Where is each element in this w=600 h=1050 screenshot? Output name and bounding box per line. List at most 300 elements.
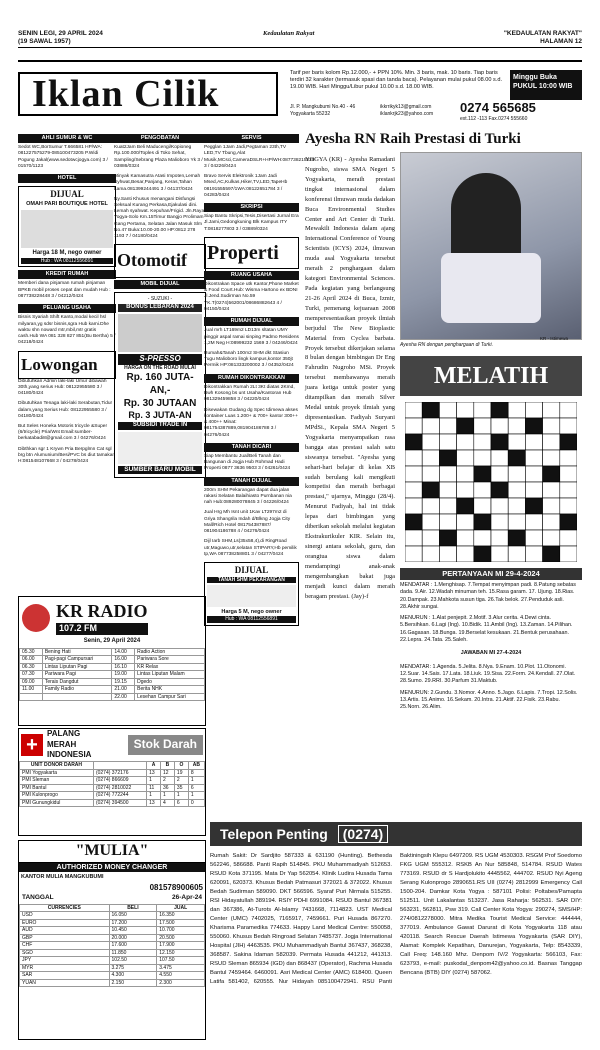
table-cell: 10.450 (109, 927, 157, 935)
mulia-title: "MULIA" (19, 841, 205, 863)
table-cell: 11.850 (109, 949, 157, 957)
grid-cell (457, 466, 474, 482)
table-cell: 16.00 (112, 656, 135, 664)
section-header: MOBIL DIJUAL (114, 280, 206, 289)
column-header: BELI (109, 904, 157, 912)
table-cell: Pariwara Sore (135, 656, 205, 664)
rate-table (19, 904, 205, 988)
column-3 (204, 132, 315, 629)
grid-cell (560, 418, 577, 434)
black-cell (474, 514, 491, 530)
table-cell: 36 (161, 784, 175, 792)
area-code: (0274) (338, 825, 388, 843)
grid-cell (405, 498, 422, 514)
photo-caption: Ayesha RN dengan penghargaan di Turki. (400, 342, 493, 348)
radio-table (19, 648, 205, 702)
table-cell: 6 (174, 799, 188, 807)
table-cell: PMI Bantul (20, 784, 94, 792)
section-header: TANAH DICARI (204, 443, 299, 452)
rate-date: 26-Apr-24 (172, 894, 202, 902)
table-cell: 1 (147, 777, 161, 785)
clues-across: MENDATAR : 1.Menghisap. 7.Tempat menyimpan padi. 8.Patung sebatas dada. 9.Air. 12.Wadah minuman teh. 15.Rasa garam. 17. Ujung. 18.Rias. 20.Dampak. 23.Mahkota susun tiga. 26.Tak belok. 27.Penduduk asli. 28.Akhir sungai. (400, 582, 576, 610)
table-cell: 102.50 (109, 957, 157, 965)
ad-contact: Hub : WA 08112556891 (207, 616, 296, 623)
pmi-title: PALANG MERAH INDONESIA (47, 729, 92, 760)
grid-cell (405, 546, 422, 562)
schedule-row (20, 678, 205, 686)
pmi-row (20, 792, 205, 800)
grid-cell (491, 514, 508, 530)
mulia-subtitle: AUTHORIZED MONEY CHANGER (19, 863, 205, 872)
grid-cell (439, 466, 456, 482)
table-cell: Berita NHK (135, 686, 205, 694)
grid-cell (560, 498, 577, 514)
table-cell: GBP (20, 934, 110, 942)
grid-cell (543, 434, 560, 450)
ad-subtitle: TANAH SHM PEKARANGAN (207, 577, 296, 584)
table-cell: PMI Sleman (20, 777, 94, 785)
grid-cell (457, 402, 474, 418)
table-cell: 1 (161, 792, 175, 800)
table-cell: 4 (161, 799, 175, 807)
tarif-note: Tarif per baris kolom Rp.12.000,- + PPN 10%. Min. 3 baris, mak. 10 baris. Tiap baris terdiri 32 karakter (termasuk spasi dan tanda baca). Pelayanan mulai pukul 08.00 s.d. 19.00 WIB. Hari Minggu/Libur pukul 10.00 s.d. 18.00 WIB. (290, 70, 503, 90)
grid-cell (474, 402, 491, 418)
telepon-title: Telepon Penting (220, 826, 328, 842)
hotel-price: Harga 18 M, nego owner (32, 250, 102, 257)
grid-cell (525, 402, 542, 418)
grid-cell (525, 514, 542, 530)
grid-cell (508, 434, 525, 450)
black-cell (422, 402, 439, 418)
telepon-body: Rumah Sakit: Dr Sardjito 587333 & 631190 (Hunting). Bethesda 562246, 586688. Panti Rapih 514845. PKU Muhammadiyah 512653. RSUD Kota 371195. Mata Dr Yap 562054. Klinik Ludira Husada Tama 620091, 620373. Khusus Bedah Patmasuri 372021 & 372022. Khusus Bedah Sudirman 589090. DKT 566596. Syaraf Puri Nirmala 515255. RSI Hidayatullah 389194. RSIY PDHI 6991084. RSUD Bantul 367381 dan 367386, At-Turots Al-Islamy 7431668, 7114823. UST Medical Center (UMC) 7402025, 7165917, 7459661. Puri Husada 867270. Kharisma Paramedika 774633. Happy Land Medical Centre: 550058, 550060. Khusus Bedah Ringroad Selatan 7485737. Jogja International Hospital (JIH) 4463535. PKU Muhammadiyah Bantul 367437, 368238, 368587. Sakina Idaman 582039. Permata Husada 441212, 441313. RSUD Sleman 865934 (IGD) dan 868437 (Operator), Rachma Husada Bantul 7459464. 6460091. Asri Medical Center (AMC) 618400. Queen Latifa 581402, 620555. Nur Hidayah 085100472941. RSU Panti Baktiningsih Klepu 6497209. RS UGM 4530303. RSGM Prof Soedomo FKG UGM 555312. RSKB An Nur 585848, 514784. RSUD Wates 773169. RSUD dr S Hardjolukito 4445562, 444702. RSUD Nyi Ageng Serang Kulonprogo 2890651.RS UII (0274) 2812999 Emergency Call 1500-204. Damkar Kota Yogya : 587101 Polisi: Poltabes/Pamapta 512511. Unit Lakalantas 513237. Jasa Raharja: 562531. SAR DIY: 563231, 562811, Psw 319. Call Center Kota Yogya: 290274, SMS/HP: 274/0812278000. Mitra Medika Tourist Medical Service: 444444, 377019. Ambulance Gawat Darurat di Kota Yogyakarta 118 atau 420118. Search Rescue Daerah Istimewa Yogyakarta (SAR DIY), Alamat: Komplek Kepatihan, Danurejan, Yogyakarta, Telp: 8543339, Call Freq: 148.160 Mhz. Denpom IV/2 Yogyakarta: 566103, Fax: 623793, e-mail: puskodal_denpom42@yahoo.co.id. Basnas Tanggap Bencana (BTB) DIY (0274) 587062. (210, 853, 582, 985)
mulia-office: KANTOR MULIA MANGKUBUMI (21, 873, 104, 880)
section-header: SERVIS (204, 134, 299, 143)
table-cell: 1 (188, 792, 204, 800)
ad: Siap Membantu Jual/Beli Tanah dan Bangunan di Jogja Hub Rohmad Hadi Properti 0877 3636 9503 3 / 04261/0424 (204, 453, 291, 472)
crossword-subtitle: PERTANYAAN MI 29-4-2024 (400, 568, 582, 580)
grid-cell (525, 530, 542, 546)
black-cell (491, 482, 508, 498)
grid-cell (439, 514, 456, 530)
grid-cell (525, 546, 542, 562)
grid-cell (439, 498, 456, 514)
ad: Minyak Kamasutra Atasi Impoten,Lemah Syhwat,Besar,Panjang, Keras,Tahan Lama.081399244491 3 / 04137/0424 (114, 174, 201, 192)
rate-row (20, 919, 205, 927)
black-cell (474, 466, 491, 482)
black-cell (405, 434, 422, 450)
rate-row (20, 927, 205, 935)
table-cell: Radio Action (135, 648, 205, 656)
grid-cell (405, 466, 422, 482)
black-cell (543, 546, 560, 562)
table-cell: 3.475 (157, 964, 205, 972)
table-cell: 06.00 (20, 656, 43, 664)
table-cell: PMI Kulonprogo (20, 792, 94, 800)
crossword-clues (400, 582, 582, 711)
table-cell: 19.15 (112, 678, 135, 686)
table-cell: 20.000 (109, 934, 157, 942)
grid-cell (405, 482, 422, 498)
article-title: Ayesha RN Raih Prestasi di Turki (305, 131, 521, 147)
ad: Kuat2Jam Beli Maducengi/Kopioneg Rp.100.000/Toples di Toko Sehat, Sampling/Sebrang Plaza Malioboro Yk 3 / 03886/0324 (114, 145, 203, 169)
money-changer (18, 840, 206, 1040)
grid-cell (405, 450, 422, 466)
radio-header (19, 597, 205, 638)
black-cell (457, 498, 474, 514)
radio-logo (22, 604, 50, 632)
ad: Bisnis Syariah Shift Kanto,modal kecil hsl milyaran,yg sdsr bisnis,sgra Hub kami.Dhe waktu shn noward mtr,mbil,mtr gratis cash.Hub WA 081 328 827 851(Bu Bertha) 5 / 04218/0424 (18, 315, 116, 346)
radio-date: Senin, 29 April 2024 (83, 638, 141, 645)
answer-heading: JAWABAN MI 27-4-2024 (460, 650, 522, 657)
car-photo (118, 314, 202, 352)
phone: 0274 565685 (460, 100, 536, 115)
grid-cell (474, 482, 491, 498)
radio-schedule (18, 596, 206, 726)
grid-cell (525, 434, 542, 450)
column-1 (18, 132, 116, 469)
red-cross-icon: + (21, 734, 43, 756)
black-cell (439, 530, 456, 546)
table-cell: 11 (147, 784, 161, 792)
table-cell: Dgedo (135, 678, 205, 686)
pmi-row (20, 799, 205, 807)
grid-cell (560, 530, 577, 546)
ad: Pegglan 1Jam Jadi,Pegtaman 23th,TV LED,TV Tbung,Alat Musik,MCsci,CameraDSLR+HP/WH:087738215225 3 / 04226/0424 (204, 145, 315, 169)
grid-cell (439, 482, 456, 498)
ad: Bravo Servis Elektronik 1Jam Jadi Msed,AC,Kulkas,Hiker,TV,LED,TapeHb 08191555597/1WA:08122651784 3 / 04283/0424 (204, 174, 288, 198)
table-cell: EURO (20, 919, 110, 927)
table-cell: 35 (174, 784, 188, 792)
model-name: S-PRESSO (118, 354, 202, 364)
table-cell: 16.10 (112, 663, 135, 671)
table-cell: 22.00 (112, 693, 135, 701)
hijri-date: (19 SAWAL 1957) (18, 38, 71, 45)
table-cell: (0274) 372176 (93, 769, 146, 777)
grid-cell (560, 482, 577, 498)
ad: Ny.Santi Khusus menangani Disfungsi Seksual Kurang Perkasa,Ejakulasi dini. Lemah syahwat. Kepuhan/Frigid. Jln.Raya Yogya-Solo Km.15Timur Bangjo Prolimam Gang Pertama, Selatan Jalan Masuk Slm No.47 Buka:10.00-20.00 HP:0812 278 1193 7 / 04180/0424 (114, 196, 205, 240)
table-cell: Lesehan Campur Sari (135, 693, 205, 701)
table-cell: YUAN (20, 979, 110, 987)
table-cell: 16.350 (157, 912, 205, 920)
grid-cell (457, 450, 474, 466)
ad-title: DIJUAL (50, 189, 84, 200)
pmi-row (20, 769, 205, 777)
table-cell: SAR (20, 972, 110, 980)
blood-stock (18, 728, 206, 836)
black-cell (422, 482, 439, 498)
hotel-name: OMAH PARI BOUTIQUE HOTEL (26, 200, 108, 207)
table-cell: 07.30 (20, 671, 43, 679)
table-cell: MYR (20, 964, 110, 972)
table-cell: 06.30 (20, 663, 43, 671)
table-cell: 17.500 (157, 919, 205, 927)
grid-cell (508, 546, 525, 562)
table-cell: 11.00 (20, 686, 43, 694)
table-cell: PMI Gunungkidul (20, 799, 94, 807)
table-cell: USD (20, 912, 110, 920)
minggu-label: Minggu Buka (513, 74, 557, 81)
grid-cell (543, 530, 560, 546)
rate-row (20, 979, 205, 987)
grid-cell (474, 498, 491, 514)
hotel-photo (21, 210, 113, 248)
grid-cell (491, 546, 508, 562)
email: ikkrrikyk13@gmail.com iklankrjk23@yahoo.com (380, 104, 434, 117)
section-header: PELUANG USAHA (18, 304, 116, 313)
grid-cell (439, 434, 456, 450)
ad: 200m SHM Pekarangan dapat dua jalan rakasi Selatan Balaihiasto Purnbanan nia nah Hub:089280078845 3 / 04226/0424 (204, 487, 292, 506)
subsidy: SUBSIDI TRADE IN (118, 422, 202, 430)
section-header: RUANG USAHA (204, 271, 299, 280)
black-cell (525, 418, 542, 434)
photo-credit: KR - Istimewa (540, 336, 569, 341)
grid-cell (543, 498, 560, 514)
black-cell (560, 514, 577, 530)
grid-cell (525, 466, 542, 482)
black-cell (508, 450, 525, 466)
grid-cell (491, 530, 508, 546)
table-cell: 2 (161, 777, 175, 785)
grid-cell (422, 466, 439, 482)
grid-cell (474, 450, 491, 466)
table-cell: CHF (20, 942, 110, 950)
table-cell: 05.30 (20, 648, 43, 656)
rate-row (20, 942, 205, 950)
motto: "KEDAULATAN RAKYAT" (503, 30, 582, 37)
table-cell: 2.150 (109, 979, 157, 987)
grid-cell (422, 418, 439, 434)
grid-cell (543, 418, 560, 434)
table-cell: 19.00 (112, 671, 135, 679)
grid-cell (457, 514, 474, 530)
table-cell: 13 (147, 799, 161, 807)
grid-cell (457, 546, 474, 562)
pmi-row (20, 777, 205, 785)
grid-cell (422, 498, 439, 514)
photo-subject (451, 173, 521, 263)
schedule-row (20, 671, 205, 679)
rate-row (20, 964, 205, 972)
stok-title: Stok Darah (128, 735, 203, 755)
ad: Dibthkan sgr 1 Krywn Pria Berpglmn Cat sgl brg btn Alumunium/Besi/PVC bs diut tamakan H:081548107668 3 / 04278/0424 (18, 446, 116, 465)
grid-cell (491, 466, 508, 482)
article-body: YOGYA (KR) - Ayesha Ramadani Nugroho, siswa SMA Negeri 5 Yogyakarta, meraih prestasi tingkat internasional dalam konferensi ilmuwan muda dadakan Buca Environmental Studies Center and Art Center di Turki. Mewakili Indonesia dalam ajang International Conference of Young Scientists (ICYS) 2024, ilmuwan muda asal Yogyakarta tersebut meraih 2 penghargaan dalam kategori Environmental Sciences. Pada kegiatan yang berlangsung 21-26 April 2024 di Buca, Izmir, Turki, pemenang kejuaraan 2008 memperesentasikan proyek ilmiah berjudul The New Bioplastic Material from Cyclea barbata. Proyek tersebut dikerjakan selama 8 bulan dengan bimbingan Dr Eng Fahrudin Nugroho MSi. Proyek tersebut membawanya meraih juara ketiga untuk poster yang ditampilkan dan meraih Silver Medal untuk proyek ilmiah yang dipresentasikan. Fadiyah Suryani MPdSi., Kepala SMA Negeri 5 Yogyakarta menyampaikan rasa bangga atas prestasi salah satu siswanya tersebut. "Ayesha yang sehari-hari belajar di kelas XB sudah berulang kali mengikuti kompetisi dan meraih berbagai prestasi," ujarnya, Minggu (28/4). Menurut Fadiyah, hal ini tidak lepas dari bimbingan yang diberikan sekolah melalui kegiatan Ekstrakurikuler KIR. Selain itu, sinergi antara sekolah, guru, dan orangtua siswa dalam mendampingi anak-anak mengembangkan bakat juga menjadi kunci dalam meraih beragam prestasi. (Jay)-f (305, 156, 395, 600)
column-header: JUAL (157, 904, 205, 912)
table-cell: 17.600 (109, 942, 157, 950)
grid-cell (560, 466, 577, 482)
table-cell: 4.550 (157, 972, 205, 980)
ad: Siap Bantu Skripsi,Tesis,Disertasi Jurnal Era Jl.Jami,Gedongkuning Blk Kampus ITY T:0818277803 3 / 03889/0324 (204, 214, 299, 232)
certificate (441, 253, 541, 323)
ad-title: DIJUAL (234, 565, 269, 576)
schedule-row (20, 648, 205, 656)
column-header: O (174, 762, 188, 770)
table-cell (20, 693, 43, 701)
table-cell: (0274) 394500 (93, 799, 146, 807)
grid-cell (525, 482, 542, 498)
installment: Rp. 3 JUTA-AN (128, 410, 192, 421)
grid-cell (422, 530, 439, 546)
table-cell: 17.200 (109, 919, 157, 927)
black-cell (560, 434, 577, 450)
grid-cell (422, 450, 439, 466)
table-cell: Pariwara Pagi (42, 671, 112, 679)
column-header: CURRENCIES (20, 904, 110, 912)
table-cell: 107.50 (157, 957, 205, 965)
grid-cell (474, 418, 491, 434)
table-cell: 1 (188, 777, 204, 785)
radio-frequency: 107.2 FM (56, 623, 148, 635)
ad: Memberi dana pinjaman rumah pinjaman BPKB mobil proses cepat dan mudah Hub : 087738228448 3 / 04212/0424 (18, 281, 111, 299)
schedule-row (20, 663, 205, 671)
grid-cell (422, 434, 439, 450)
table-cell: KR Relax (135, 663, 205, 671)
grid-cell (543, 514, 560, 530)
black-cell (491, 434, 508, 450)
down-payment: Rp. 30 JUTAAN (123, 398, 197, 410)
grid-cell (439, 546, 456, 562)
grid-cell (491, 418, 508, 434)
ad: But Seles Honeka Motoris tricycle &Super (6/tricycle) Pria/Wnt Email:sumber-berkatabadi8@gmail.com 3 / 04276/0424 (18, 424, 108, 442)
section-header: RUMAH DIJUAL (204, 317, 299, 326)
table-cell: AUD (20, 927, 110, 935)
ad: Jual mrh LT169m2 LD13m sltatan UMY pinggir aspal ramai sinping Padmo Residens 1,2M Neg H:08999232 1569 3 / 04246/0424 (204, 328, 299, 346)
table-cell: (0274) 772244 (93, 792, 146, 800)
grid-cell (474, 434, 491, 450)
grid-cell (560, 450, 577, 466)
section-header: PENGOBATAN (114, 134, 206, 143)
black-cell (439, 450, 456, 466)
section-header: SKRIPSI (204, 203, 299, 212)
table-cell: 0 (188, 799, 204, 807)
rate-row (20, 934, 205, 942)
answers-across: MENDATAR: 1.Agenda. 5.Jelita. 8.Nya. 9.Enam. 10.Plot. 11.Otonomi. 12.Suar. 14.Sais. 17.Lata. 18.Liuk. 19.Sisa. 22.Form. 24.Kendall. 27.Olat. 28.Sumo. 29.RRI. 30.Parfum 31.Maktub. (400, 663, 576, 685)
table-cell: 10.700 (157, 927, 205, 935)
grid-cell (508, 466, 525, 482)
table-cell: 1 (147, 792, 161, 800)
divider (18, 47, 582, 48)
ad: Dibutuhkan Tenaga laki-laki Serabutan,Tidur dalam,yang Serius Hub: 08122955580 3 / 04180/0424 (18, 401, 113, 419)
mulia-phone: 081578900605 (149, 883, 203, 893)
land-ad (204, 562, 299, 626)
grid-cell (543, 482, 560, 498)
divider (18, 60, 582, 62)
grid-cell (543, 402, 560, 418)
table-cell (42, 693, 112, 701)
grid-cell (525, 450, 542, 466)
hotel-contact: Hub : WA 08112556891 (21, 258, 113, 265)
paper-name: Kedaulatan Rakyat (263, 30, 315, 37)
dealer-name: SUMBER BARU MOBIL (118, 466, 202, 474)
schedule-row (20, 656, 205, 664)
column-header: B (161, 762, 175, 770)
black-cell (405, 514, 422, 530)
grid-cell (439, 402, 456, 418)
ad: Disewakan Gudang dg Spec tdimewa akses kontainer Luas 1.200+ & 700+ kantor 300++ & 400++ Minat: 081754387889,081904186788 3 / 04276/0424 (204, 407, 298, 438)
address: Jl. P. Mangkubumi No.40 - 46 Yogyakarta 55232 (290, 104, 356, 117)
radio-title: KR RADIO (56, 601, 148, 621)
article-photo (400, 152, 582, 340)
properti-heading: Properti (204, 237, 299, 269)
black-cell (457, 418, 474, 434)
grid-cell (508, 418, 525, 434)
grid-cell (474, 530, 491, 546)
table-cell: 2 (174, 777, 188, 785)
grid-cell (457, 434, 474, 450)
grid-cell (508, 514, 525, 530)
table-cell: 17.900 (157, 942, 205, 950)
ad: Dijl Iarb SHM,Ls(35x58,4),di RingRoad utr,Maguwo,utr,selatan STIPARY,Hb pemilik tp,WA 087738258801 3 / 04277/0424 (204, 539, 297, 557)
table-cell: 20.500 (157, 934, 205, 942)
hotel-ad (18, 186, 116, 267)
grid-cell (491, 450, 508, 466)
column-header: AB (188, 762, 204, 770)
table-cell: Terais Dangdut (42, 678, 112, 686)
ad-details (207, 585, 296, 607)
otomotif-heading: Otomotif (114, 244, 206, 277)
schedule-row (20, 686, 205, 694)
grid-cell (560, 402, 577, 418)
table-cell: 12 (161, 769, 175, 777)
sunday-badge (510, 70, 582, 100)
table-cell: 13 (147, 769, 161, 777)
table-cell: PMI Yogyakarta (20, 769, 94, 777)
table-cell: 3.275 (109, 964, 157, 972)
ad: Dikontrakan Space utk Kantor,Phone Market & Food Court.Hub: Wisma Hartono ex BDNI Jl.Jend.Sudirman No.59 YK.T(0274)562001/08686882643 4 / 04150/0424 (204, 282, 299, 312)
crossword-title: MELATIH (400, 356, 582, 396)
table-cell: 1 (174, 792, 188, 800)
rate-row (20, 912, 205, 920)
grid-cell (508, 402, 525, 418)
grid-cell (457, 530, 474, 546)
date-label: TANGGAL (22, 894, 54, 902)
ad: Rumah&Tanah 100m2 SHM dkt Stasiun Tugu Malioboro lingk kampus,kontor 350jt Permik HP:081333200002 3 / 04352/0424 (204, 351, 294, 369)
table-cell: Pagi-pagi Campursari (42, 656, 112, 664)
column-header (93, 762, 146, 770)
table-cell: 12.150 (157, 949, 205, 957)
brand: - SUZUKI - (147, 295, 173, 302)
rate-row (20, 957, 205, 965)
price: Rp. 160 JUTA-AN,- (126, 372, 194, 397)
page-number: HALAMAN 12 (540, 38, 582, 45)
grid-cell (508, 482, 525, 498)
table-cell: Lintas Liputan Malam (135, 671, 205, 679)
black-cell (525, 498, 542, 514)
column-header: A (147, 762, 161, 770)
table-cell: 09.00 (20, 678, 43, 686)
grid-cell (508, 498, 525, 514)
section-header: RUMAH DIKONTRAKKAN (204, 374, 299, 383)
table-cell: 16.050 (109, 912, 157, 920)
grid-cell (422, 514, 439, 530)
table-cell: 14.00 (112, 648, 135, 656)
section-header: HOTEL (18, 174, 116, 183)
section-header: TANAH DIJUAL (204, 477, 299, 486)
fax: ext.112 -113 Fax.0274 555660 (460, 116, 528, 122)
ad: Jual Hrg Mh Isnt unit 1Kav LT297m2 di Griya Shangrila Indah d/Blkng Jogja City Mall/Rich Hotel 081754387887/ 081904186788 4 / 04276/0424 (204, 510, 291, 535)
car-ad (114, 292, 206, 478)
table-cell: 21.00 (112, 686, 135, 694)
table-cell: (0274) 866609 (93, 777, 146, 785)
table-cell: 6 (188, 784, 204, 792)
date: SENIN LEGI, 29 APRIL 2024 (18, 30, 103, 37)
table-cell: Bening Hati (42, 648, 112, 656)
price-label: HARGA ON THE ROAD MULAI (124, 364, 196, 371)
grid-cell (405, 402, 422, 418)
table-cell: 19 (174, 769, 188, 777)
table-cell: (0274) 2810022 (93, 784, 146, 792)
schedule-row (20, 693, 205, 701)
